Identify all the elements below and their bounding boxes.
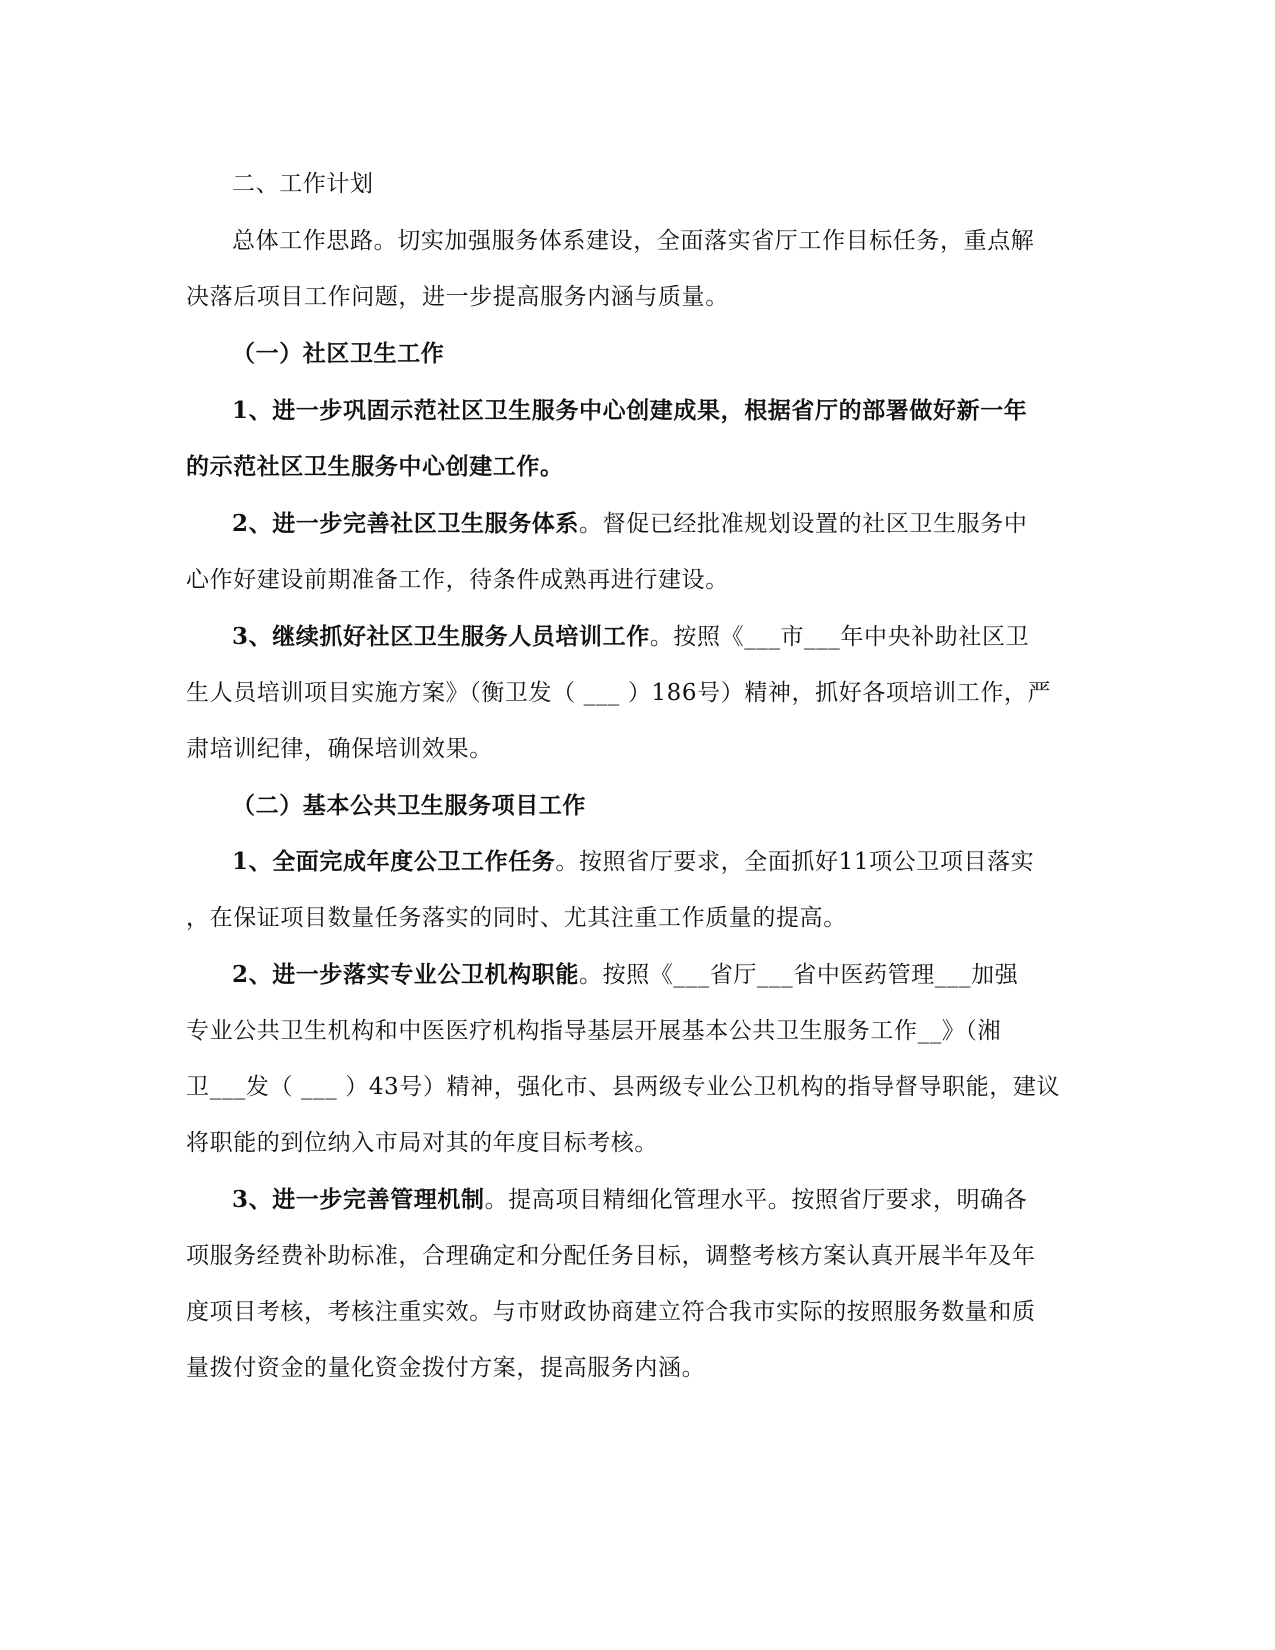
part1-item2-line-1 xyxy=(232,509,1027,539)
part1-item3-line-1 xyxy=(232,622,1029,652)
part2-item2-line-3: 卫___发（ ___ ）43号）精神，强化市、县两级专业公卫机构的指导督导职能，建议 xyxy=(186,1074,1061,1100)
overall-line-1: 总体工作思路。切实加强服务体系建设，全面落实省厅工作目标任务，重点解 xyxy=(232,228,1035,254)
part1-item2-line-2: 心作好建设前期准备工作，待条件成熟再进行建设。 xyxy=(186,567,729,593)
part1-item2-text: 。督促已经批准规划设置的社区卫生服务中 xyxy=(579,511,1028,537)
part2-item2-heading: 2、进一步落实专业公卫机构职能 xyxy=(232,961,580,988)
part2-item2-line-1 xyxy=(232,960,1018,990)
part1-item1-line-2: 的示范社区卫生服务中心创建工作。 xyxy=(186,453,564,480)
part2-item3-line-4: 量拨付资金的量化资金拨付方案，提高服务内涵。 xyxy=(186,1355,706,1381)
part2-item3-text: 。提高项目精细化管理水平。按照省厅要求，明确各 xyxy=(484,1187,1028,1213)
overall-line-2: 决落后项目工作问题，进一步提高服务内涵与质量。 xyxy=(186,284,729,310)
part1-item3-text: 。按照《___市___年中央补助社区卫 xyxy=(649,624,1030,650)
part2-item1-line-2: ，在保证项目数量任务落实的同时、尤其注重工作质量的提高。 xyxy=(186,905,847,931)
part2-item3-line-3: 度项目考核，考核注重实效。与市财政协商建立符合我市实际的按照服务数量和质 xyxy=(186,1299,1036,1325)
part2-item3-heading: 3、进一步完善管理机制 xyxy=(232,1186,485,1213)
section-title: 二、工作计划 xyxy=(232,171,374,197)
part1-item1-line-1: 1、进一步巩固示范社区卫生服务中心创建成果，根据省厅的部署做好新一年 xyxy=(232,397,1028,424)
part1-item3-line-2: 生人员培训项目实施方案》（衡卫发（ ___ ）186号）精神，抓好各项培训工作，严 xyxy=(186,680,1052,706)
part2-item1-line-1 xyxy=(232,847,1034,877)
part2-item3-line-1 xyxy=(232,1185,1027,1215)
part2-item1-heading: 1、全面完成年度公卫工作任务 xyxy=(232,848,556,875)
part2-item2-text: 。按照《___省厅___省中医药管理___加强 xyxy=(579,962,1019,988)
part1-item3-heading: 3、继续抓好社区卫生服务人员培训工作 xyxy=(232,623,650,650)
part2-heading: （二）基本公共卫生服务项目工作 xyxy=(232,792,586,819)
part2-item2-line-4: 将职能的到位纳入市局对其的年度目标考核。 xyxy=(186,1130,658,1156)
part1-heading: （一）社区卫生工作 xyxy=(232,340,445,367)
part2-item3-line-2: 项服务经费补助标准，合理确定和分配任务目标，调整考核方案认真开展半年及年 xyxy=(186,1243,1036,1269)
part2-item2-line-2: 专业公共卫生机构和中医医疗机构指导基层开展基本公共卫生服务工作__》（湘 xyxy=(186,1018,1002,1044)
part1-item3-line-3: 肃培训纪律，确保培训效果。 xyxy=(186,736,493,762)
part1-item2-heading: 2、进一步完善社区卫生服务体系 xyxy=(232,510,580,537)
part2-item1-text: 。按照省厅要求，全面抓好11项公卫项目落实 xyxy=(555,849,1035,875)
